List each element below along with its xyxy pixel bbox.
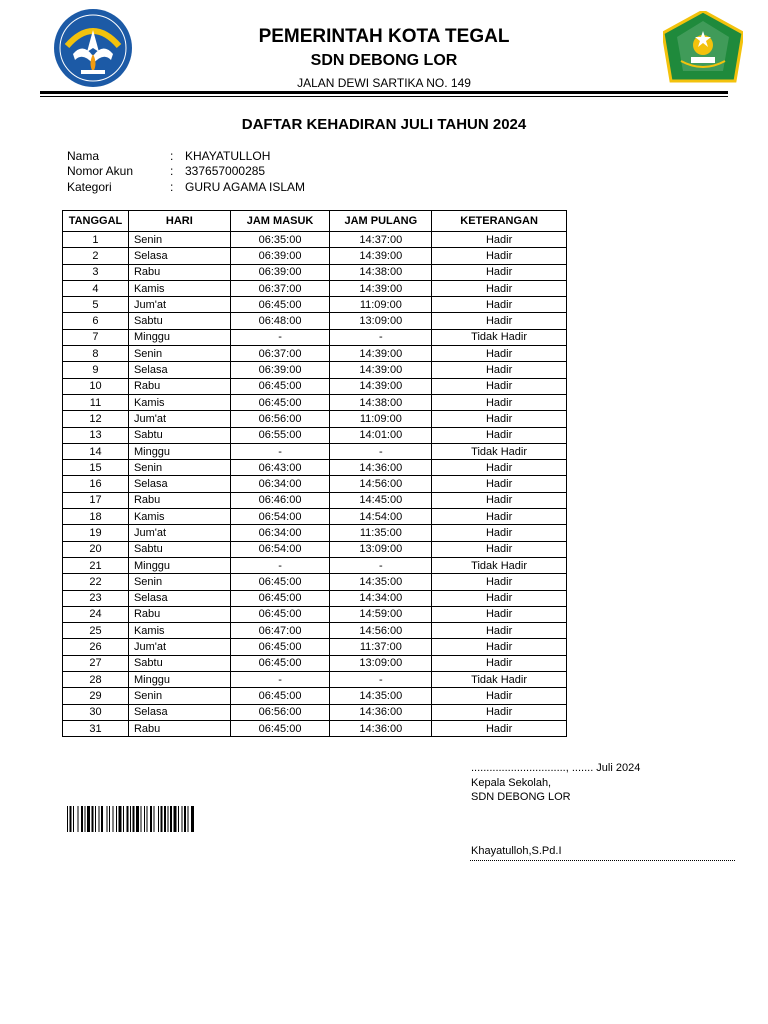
cell-hari: Selasa xyxy=(128,362,230,378)
table-row xyxy=(63,460,567,476)
column-header-jam-pulang: JAM PULANG xyxy=(330,211,432,232)
document-title: DAFTAR KEHADIRAN JULI TAHUN 2024 xyxy=(241,116,527,133)
cell-keterangan: Tidak Hadir xyxy=(432,329,567,345)
cell-tanggal: 19 xyxy=(63,525,129,541)
cell-hari: Sabtu xyxy=(128,655,230,671)
cell-hari: Jum'at xyxy=(128,411,230,427)
cell-keterangan: Hadir xyxy=(432,623,567,639)
cell-keterangan: Hadir xyxy=(432,655,567,671)
cell-tanggal: 18 xyxy=(63,509,129,525)
school-address: JALAN DEWI SARTIKA NO. 149 xyxy=(297,76,471,90)
cell-tanggal: 4 xyxy=(63,280,129,296)
column-header-jam-masuk: JAM MASUK xyxy=(230,211,330,232)
table-row xyxy=(63,394,567,410)
column-header-keterangan: KETERANGAN xyxy=(432,211,567,232)
cell-hari: Senin xyxy=(128,460,230,476)
cell-keterangan: Hadir xyxy=(432,606,567,622)
cell-jam-masuk: 06:43:00 xyxy=(230,460,330,476)
barcode xyxy=(67,806,250,832)
cell-jam-pulang: 11:37:00 xyxy=(330,639,432,655)
cell-hari: Selasa xyxy=(128,704,230,720)
cell-keterangan: Hadir xyxy=(432,509,567,525)
cell-jam-masuk: - xyxy=(230,329,330,345)
table-row xyxy=(63,704,567,720)
cell-jam-masuk: 06:56:00 xyxy=(230,411,330,427)
table-row xyxy=(63,297,567,313)
cell-keterangan: Hadir xyxy=(432,492,567,508)
school-name: SDN DEBONG LOR xyxy=(310,52,458,69)
cell-tanggal: 12 xyxy=(63,411,129,427)
cell-jam-masuk: 06:39:00 xyxy=(230,362,330,378)
cell-keterangan: Hadir xyxy=(432,720,567,736)
cell-hari: Kamis xyxy=(128,394,230,410)
cell-jam-masuk: 06:45:00 xyxy=(230,720,330,736)
cell-jam-masuk: 06:45:00 xyxy=(230,574,330,590)
cell-hari: Kamis xyxy=(128,509,230,525)
table-row xyxy=(63,232,567,248)
cell-keterangan: Hadir xyxy=(432,541,567,557)
cell-tanggal: 28 xyxy=(63,672,129,688)
cell-jam-pulang: 14:34:00 xyxy=(330,590,432,606)
cell-jam-masuk: 06:47:00 xyxy=(230,623,330,639)
account-separator: : xyxy=(170,164,174,178)
cell-jam-pulang: 14:37:00 xyxy=(330,232,432,248)
cell-hari: Minggu xyxy=(128,329,230,345)
cell-keterangan: Hadir xyxy=(432,411,567,427)
cell-keterangan: Hadir xyxy=(432,476,567,492)
cell-jam-masuk: 06:45:00 xyxy=(230,655,330,671)
cell-hari: Senin xyxy=(128,688,230,704)
cell-jam-masuk: 06:45:00 xyxy=(230,590,330,606)
column-header-tanggal: TANGGAL xyxy=(63,211,129,232)
cell-jam-masuk: 06:45:00 xyxy=(230,378,330,394)
cell-tanggal: 7 xyxy=(63,329,129,345)
cell-hari: Minggu xyxy=(128,672,230,688)
cell-jam-masuk: 06:54:00 xyxy=(230,541,330,557)
cell-hari: Rabu xyxy=(128,720,230,736)
cell-jam-masuk: 06:55:00 xyxy=(230,427,330,443)
name-label: Nama xyxy=(67,149,100,163)
cell-keterangan: Hadir xyxy=(432,525,567,541)
cell-hari: Senin xyxy=(128,232,230,248)
cell-jam-pulang: 14:36:00 xyxy=(330,720,432,736)
cell-hari: Sabtu xyxy=(128,541,230,557)
cell-keterangan: Hadir xyxy=(432,427,567,443)
account-value: 337657000285 xyxy=(185,164,266,178)
cell-hari: Kamis xyxy=(128,280,230,296)
kemenag-logo xyxy=(663,11,743,85)
cell-hari: Minggu xyxy=(128,557,230,573)
cell-tanggal: 31 xyxy=(63,720,129,736)
cell-keterangan: Hadir xyxy=(432,394,567,410)
cell-tanggal: 14 xyxy=(63,443,129,459)
cell-hari: Senin xyxy=(128,346,230,362)
attendance-table xyxy=(62,210,567,737)
table-row xyxy=(63,329,567,345)
table-row xyxy=(63,313,567,329)
column-header-hari: HARI xyxy=(128,211,230,232)
cell-tanggal: 3 xyxy=(63,264,129,280)
cell-tanggal: 6 xyxy=(63,313,129,329)
cell-hari: Sabtu xyxy=(128,313,230,329)
cell-hari: Jum'at xyxy=(128,525,230,541)
cell-jam-masuk: 06:37:00 xyxy=(230,346,330,362)
table-row xyxy=(63,476,567,492)
cell-tanggal: 24 xyxy=(63,606,129,622)
cell-jam-pulang: - xyxy=(330,329,432,345)
cell-keterangan: Hadir xyxy=(432,688,567,704)
cell-jam-masuk: 06:39:00 xyxy=(230,248,330,264)
cell-jam-pulang: 11:09:00 xyxy=(330,297,432,313)
cell-jam-pulang: 14:39:00 xyxy=(330,378,432,394)
cell-jam-pulang: 14:56:00 xyxy=(330,623,432,639)
cell-jam-masuk: 06:45:00 xyxy=(230,606,330,622)
table-row xyxy=(63,655,567,671)
cell-tanggal: 11 xyxy=(63,394,129,410)
table-row xyxy=(63,264,567,280)
table-row xyxy=(63,248,567,264)
cell-keterangan: Hadir xyxy=(432,639,567,655)
cell-jam-pulang: 14:56:00 xyxy=(330,476,432,492)
table-row xyxy=(63,672,567,688)
cell-tanggal: 20 xyxy=(63,541,129,557)
cell-hari: Rabu xyxy=(128,492,230,508)
cell-hari: Senin xyxy=(128,574,230,590)
cell-tanggal: 16 xyxy=(63,476,129,492)
cell-tanggal: 2 xyxy=(63,248,129,264)
cell-keterangan: Hadir xyxy=(432,232,567,248)
name-separator: : xyxy=(170,149,174,163)
table-row xyxy=(63,427,567,443)
cell-hari: Minggu xyxy=(128,443,230,459)
cell-tanggal: 8 xyxy=(63,346,129,362)
cell-jam-pulang: 14:36:00 xyxy=(330,704,432,720)
cell-jam-pulang: - xyxy=(330,672,432,688)
cell-jam-masuk: 06:48:00 xyxy=(230,313,330,329)
cell-jam-masuk: 06:45:00 xyxy=(230,394,330,410)
cell-hari: Rabu xyxy=(128,378,230,394)
cell-tanggal: 13 xyxy=(63,427,129,443)
cell-jam-pulang: - xyxy=(330,557,432,573)
cell-hari: Rabu xyxy=(128,264,230,280)
signature-line xyxy=(470,860,735,861)
cell-jam-masuk: - xyxy=(230,443,330,459)
cell-hari: Kamis xyxy=(128,623,230,639)
cell-jam-masuk: 06:54:00 xyxy=(230,509,330,525)
cell-jam-masuk: 06:35:00 xyxy=(230,232,330,248)
cell-jam-pulang: 14:59:00 xyxy=(330,606,432,622)
cell-hari: Jum'at xyxy=(128,297,230,313)
cell-keterangan: Hadir xyxy=(432,248,567,264)
cell-hari: Selasa xyxy=(128,248,230,264)
cell-keterangan: Tidak Hadir xyxy=(432,557,567,573)
cell-hari: Sabtu xyxy=(128,427,230,443)
cell-jam-pulang: 14:01:00 xyxy=(330,427,432,443)
cell-jam-pulang: 14:45:00 xyxy=(330,492,432,508)
table-row xyxy=(63,525,567,541)
cell-keterangan: Hadir xyxy=(432,574,567,590)
cell-keterangan: Hadir xyxy=(432,378,567,394)
table-row xyxy=(63,720,567,736)
cell-tanggal: 17 xyxy=(63,492,129,508)
cell-jam-masuk: 06:37:00 xyxy=(230,280,330,296)
cell-jam-masuk: 06:46:00 xyxy=(230,492,330,508)
header-divider-thick xyxy=(40,91,728,94)
cell-jam-pulang: 13:09:00 xyxy=(330,655,432,671)
government-title: PEMERINTAH KOTA TEGAL xyxy=(258,26,510,47)
category-separator: : xyxy=(170,180,174,194)
signer-name: Khayatulloh,S.Pd.I xyxy=(471,845,562,857)
cell-jam-pulang: 11:35:00 xyxy=(330,525,432,541)
cell-jam-masuk: 06:45:00 xyxy=(230,688,330,704)
table-body xyxy=(63,232,567,737)
cell-tanggal: 1 xyxy=(63,232,129,248)
cell-keterangan: Hadir xyxy=(432,460,567,476)
cell-jam-masuk: 06:45:00 xyxy=(230,297,330,313)
table-row xyxy=(63,280,567,296)
table-row xyxy=(63,362,567,378)
cell-jam-pulang: 13:09:00 xyxy=(330,541,432,557)
table-row xyxy=(63,639,567,655)
category-label: Kategori xyxy=(67,180,112,194)
cell-jam-pulang: 14:39:00 xyxy=(330,280,432,296)
cell-jam-pulang: 11:09:00 xyxy=(330,411,432,427)
table-row xyxy=(63,623,567,639)
table-header-row xyxy=(63,211,567,232)
cell-jam-masuk: 06:34:00 xyxy=(230,476,330,492)
cell-tanggal: 25 xyxy=(63,623,129,639)
header-divider-thin xyxy=(40,96,728,97)
cell-hari: Selasa xyxy=(128,590,230,606)
signature-position: Kepala Sekolah, xyxy=(471,777,552,789)
cell-tanggal: 27 xyxy=(63,655,129,671)
signature-date-line: ..............................., ....... Juli 2024 xyxy=(471,762,641,774)
table-row xyxy=(63,574,567,590)
table-row xyxy=(63,557,567,573)
account-label: Nomor Akun xyxy=(67,164,134,178)
table-row xyxy=(63,509,567,525)
cell-jam-masuk: 06:45:00 xyxy=(230,639,330,655)
table-row xyxy=(63,590,567,606)
table-row xyxy=(63,688,567,704)
cell-jam-masuk: - xyxy=(230,557,330,573)
cell-keterangan: Hadir xyxy=(432,297,567,313)
cell-keterangan: Hadir xyxy=(432,313,567,329)
cell-keterangan: Hadir xyxy=(432,264,567,280)
cell-jam-pulang: 14:36:00 xyxy=(330,460,432,476)
cell-jam-pulang: 14:35:00 xyxy=(330,688,432,704)
table-row xyxy=(63,346,567,362)
cell-keterangan: Hadir xyxy=(432,280,567,296)
cell-keterangan: Hadir xyxy=(432,590,567,606)
cell-keterangan: Hadir xyxy=(432,346,567,362)
cell-jam-pulang: 14:54:00 xyxy=(330,509,432,525)
cell-jam-masuk: 06:34:00 xyxy=(230,525,330,541)
cell-keterangan: Tidak Hadir xyxy=(432,672,567,688)
cell-tanggal: 15 xyxy=(63,460,129,476)
cell-jam-pulang: 14:35:00 xyxy=(330,574,432,590)
cell-jam-pulang: 14:39:00 xyxy=(330,346,432,362)
table-row xyxy=(63,378,567,394)
cell-jam-masuk: - xyxy=(230,672,330,688)
table-row xyxy=(63,606,567,622)
cell-jam-pulang: 14:39:00 xyxy=(330,362,432,378)
cell-hari: Selasa xyxy=(128,476,230,492)
signature-school: SDN DEBONG LOR xyxy=(471,791,571,803)
cell-tanggal: 23 xyxy=(63,590,129,606)
cell-tanggal: 21 xyxy=(63,557,129,573)
cell-jam-masuk: 06:56:00 xyxy=(230,704,330,720)
cell-hari: Rabu xyxy=(128,606,230,622)
cell-hari: Jum'at xyxy=(128,639,230,655)
cell-tanggal: 10 xyxy=(63,378,129,394)
table-row xyxy=(63,443,567,459)
cell-tanggal: 9 xyxy=(63,362,129,378)
cell-keterangan: Tidak Hadir xyxy=(432,443,567,459)
cell-keterangan: Hadir xyxy=(432,704,567,720)
cell-jam-masuk: 06:39:00 xyxy=(230,264,330,280)
table-row xyxy=(63,541,567,557)
table-row xyxy=(63,492,567,508)
cell-keterangan: Hadir xyxy=(432,362,567,378)
cell-jam-pulang: - xyxy=(330,443,432,459)
cell-tanggal: 22 xyxy=(63,574,129,590)
cell-jam-pulang: 14:38:00 xyxy=(330,264,432,280)
cell-tanggal: 26 xyxy=(63,639,129,655)
cell-tanggal: 30 xyxy=(63,704,129,720)
cell-tanggal: 29 xyxy=(63,688,129,704)
cell-jam-pulang: 14:38:00 xyxy=(330,394,432,410)
category-value: GURU AGAMA ISLAM xyxy=(185,180,306,194)
cell-tanggal: 5 xyxy=(63,297,129,313)
table-row xyxy=(63,411,567,427)
name-value: KHAYATULLOH xyxy=(185,149,271,163)
cell-jam-pulang: 14:39:00 xyxy=(330,248,432,264)
cell-jam-pulang: 13:09:00 xyxy=(330,313,432,329)
